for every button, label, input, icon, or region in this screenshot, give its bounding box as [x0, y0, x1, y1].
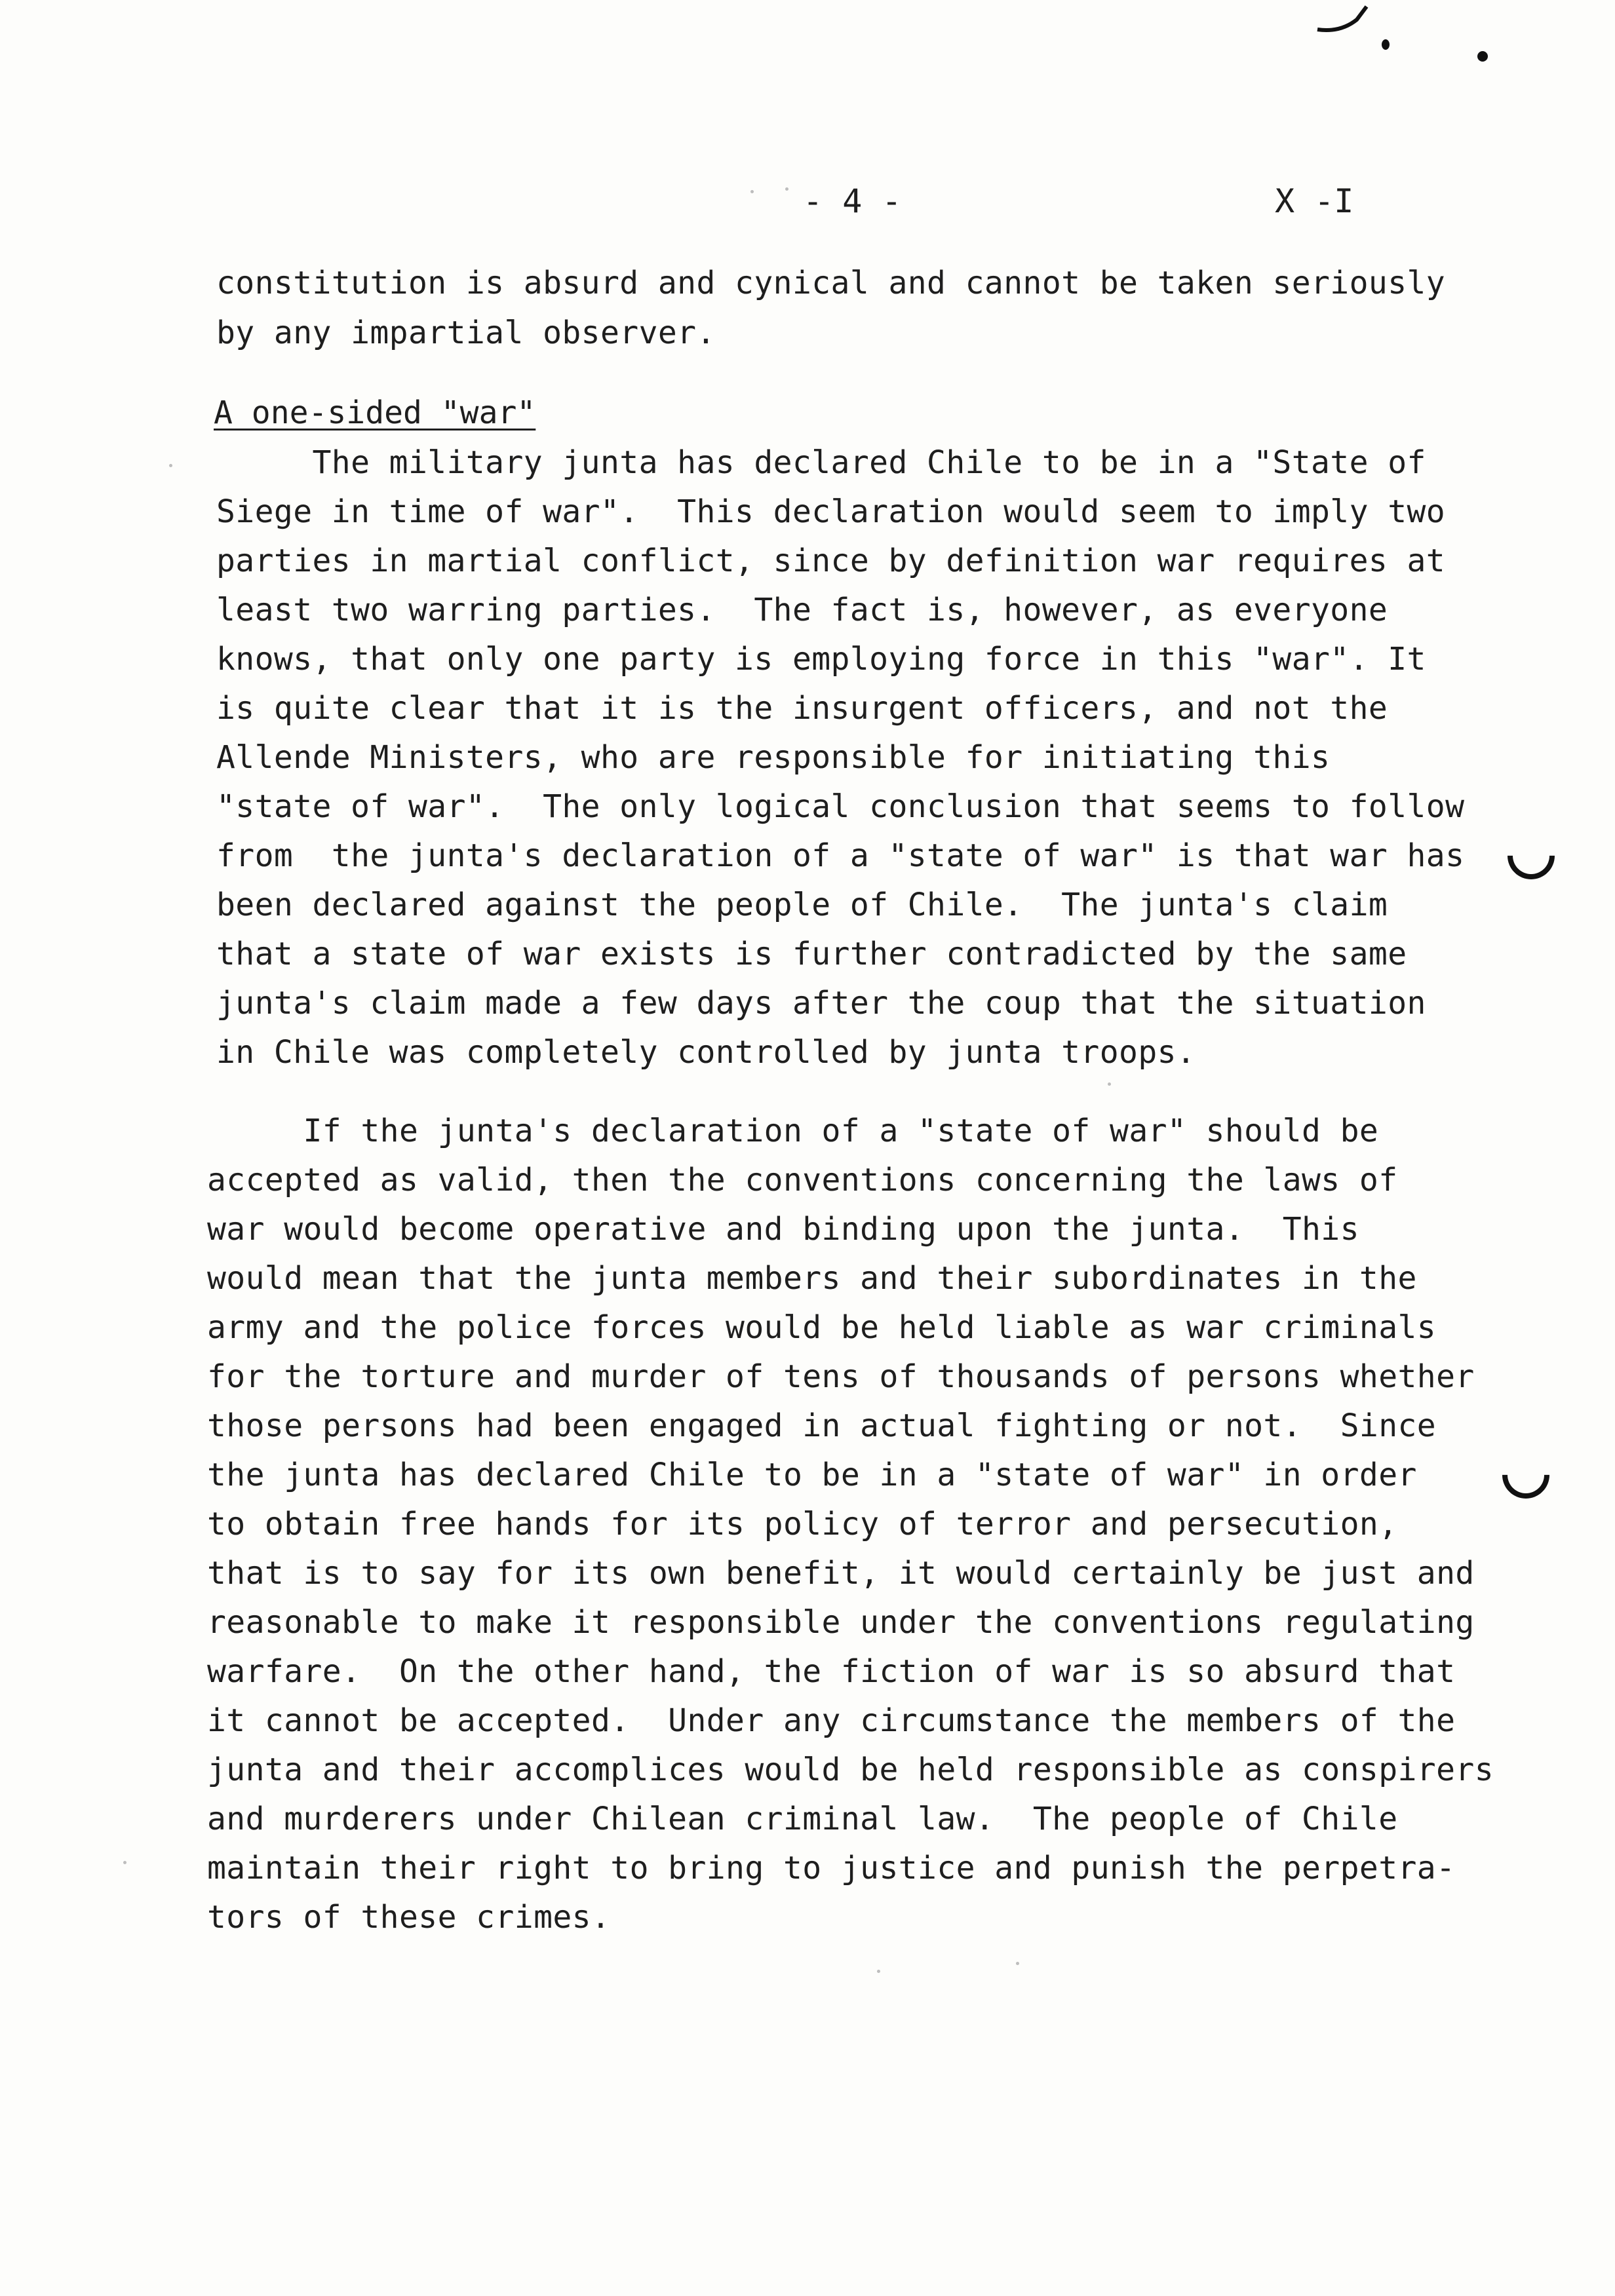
paragraph-2-line: those persons had been engaged in actual fighting or not. Since	[207, 1407, 1437, 1444]
scan-speck	[1016, 1962, 1019, 1965]
paragraph-1-line: knows, that only one party is employing force in this "war". It	[216, 641, 1426, 678]
paragraph-2-line: accepted as valid, then the conventions concerning the laws of	[207, 1162, 1398, 1198]
paragraph-1-line: been declared against the people of Chile. The junta's claim	[216, 887, 1388, 923]
paragraph-2-line: If the junta's declaration of a "state of war" should be	[207, 1113, 1379, 1149]
intro-line: by any impartial observer.	[216, 315, 716, 351]
paragraph-2-line: it cannot be accepted. Under any circumstance the members of the	[207, 1702, 1456, 1739]
paragraph-2-line: warfare. On the other hand, the fiction of war is so absurd that	[207, 1653, 1456, 1690]
section-heading: A one-sided "war"	[214, 394, 536, 431]
paragraph-1-line: from the junta's declaration of a "state of war" is that war has	[216, 837, 1465, 874]
scan-speck	[123, 1861, 126, 1864]
document-reference: X -I	[1275, 182, 1354, 220]
paragraph-1-line: "state of war". The only logical conclusion that seems to follow	[216, 788, 1465, 825]
paragraph-2-line: war would become operative and binding upon the junta. This	[207, 1211, 1359, 1248]
paragraph-2-line: junta and their accomplices would be held responsible as conspirers	[207, 1751, 1494, 1788]
scan-speck	[877, 1970, 880, 1973]
paragraph-2-line: tors of these crimes.	[207, 1899, 611, 1936]
paragraph-2-line: army and the police forces would be held liable as war criminals	[207, 1309, 1437, 1346]
paragraph-1-line: junta's claim made a few days after the coup that the situation	[216, 985, 1426, 1022]
binder-hole-mark	[1492, 1442, 1559, 1508]
paragraph-1-line: parties in martial conflict, since by definition war requires at	[216, 543, 1446, 579]
paragraph-1-line: least two warring parties. The fact is, however, as everyone	[216, 592, 1388, 628]
paragraph-2-line: for the torture and murder of tens of thousands of persons whether	[207, 1358, 1475, 1395]
scan-speck	[1108, 1082, 1111, 1086]
scan-speck	[750, 190, 754, 193]
scan-speck	[785, 187, 788, 191]
paragraph-2-line: reasonable to make it responsible under the conventions regulating	[207, 1604, 1475, 1641]
scan-speck	[169, 464, 172, 467]
paragraph-2-line: would mean that the junta members and their subordinates in the	[207, 1260, 1417, 1297]
paragraph-1-line: The military junta has declared Chile to be in a "State of	[216, 444, 1426, 481]
ink-dot-mark	[1382, 39, 1390, 50]
paragraph-1-line: Siege in time of war". This declaration would seem to imply two	[216, 493, 1446, 530]
ink-scribble-mark	[1311, 0, 1390, 39]
intro-line: constitution is absurd and cynical and cannot be taken seriously	[216, 265, 1446, 301]
binder-hole-mark	[1498, 822, 1565, 889]
paragraph-1-line: that a state of war exists is further contradicted by the same	[216, 936, 1407, 972]
paragraph-2-line: that is to say for its own benefit, it would certainly be just and	[207, 1555, 1475, 1592]
paragraph-2-line: and murderers under Chilean criminal law. The people of Chile	[207, 1801, 1398, 1837]
page-number: - 4 -	[803, 182, 902, 220]
paragraph-1-line: in Chile was completely controlled by junta troops.	[216, 1034, 1196, 1071]
ink-dot-mark	[1477, 51, 1488, 62]
paragraph-2-line: to obtain free hands for its policy of terror and persecution,	[207, 1506, 1398, 1542]
paragraph-1-line: is quite clear that it is the insurgent officers, and not the	[216, 690, 1388, 727]
paragraph-1-line: Allende Ministers, who are responsible for initiating this	[216, 739, 1331, 776]
paragraph-2-line: the junta has declared Chile to be in a "state of war" in order	[207, 1457, 1417, 1493]
paragraph-2-line: maintain their right to bring to justice and punish the perpetra-	[207, 1850, 1456, 1886]
